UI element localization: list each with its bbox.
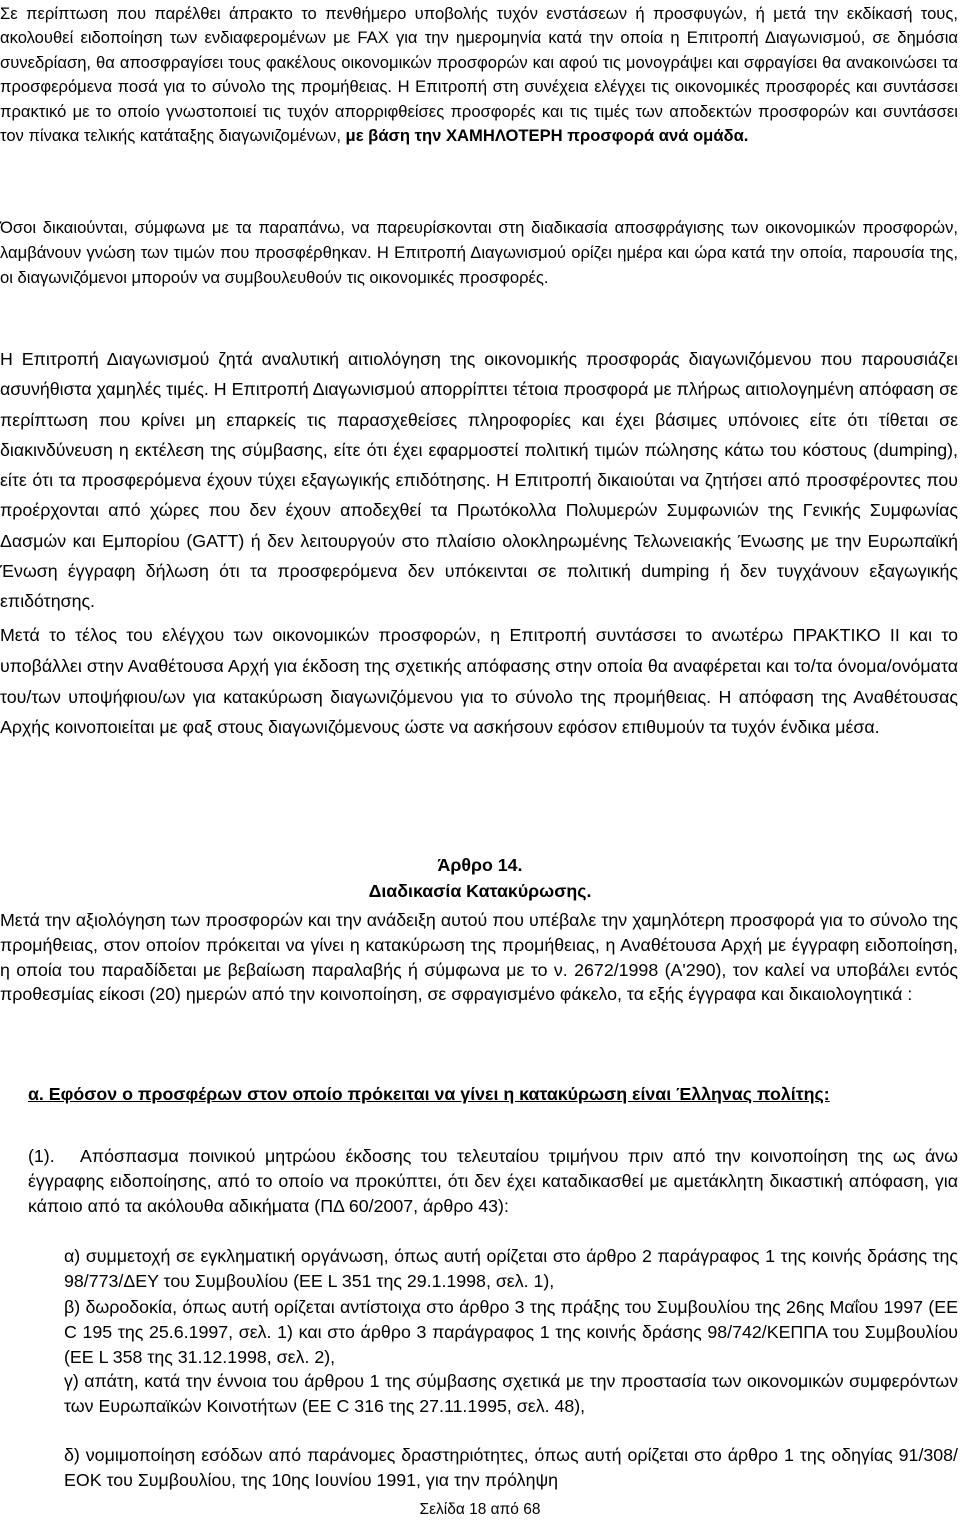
list-item-number: (1). bbox=[28, 1146, 55, 1166]
bold-emphasis: με βάση την ΧΑΜΗΛΟΤΕΡΗ προσφορά ανά ομάδα. bbox=[345, 126, 749, 146]
list-item-text: Απόσπασμα ποινικού μητρώου έκδοσης του τελευταίου τριμήνου πριν από την κοινοποίηση της ως άνω έγγραφης ειδοποίησης, από το οποίο να προκύπτει, ότι δεν έχει καταδικασθεί με αμετάκλητη δικαστική απόφαση, για κάποιο από τα ακόλουθα αδικήματα (ΠΔ 60/2007, άρθρο 43): bbox=[28, 1146, 958, 1216]
paragraph-opening-offers bbox=[0, 2, 958, 148]
list-item bbox=[28, 1144, 958, 1218]
sub-item: β) δωροδοκία, όπως αυτή ορίζεται αντίστοιχα στο άρθρο 3 της πράξης του Συμβουλίου της 26ης Μαΐου 1997 (ΕΕ C 195 της 25.6.1997, σελ. 1) και στο άρθρο 3 παράγραφος 1 της κοινής δράσης 98/742/ΚΕΠΠΑ του Συμβουλίου (ΕΕ L 358 της 31.12.1998, σελ. 2), bbox=[64, 1297, 958, 1367]
article-title: Διαδικασία Κατακύρωσης. bbox=[368, 881, 592, 901]
paragraph-award-procedure: Μετά την αξιολόγηση των προσφορών και την ανάδειξη αυτού που υπέβαλε την χαμηλότερη προσφορά για το σύνολο της προμήθειας, στον οποίον πρόκειται να γίνει η κατακύρωση της προμήθειας, η Αναθέτουσα Αρχή με έγγραφη ειδοποίηση, η οποία του παραδίδεται με βεβαίωση παραλαβής ή σύμφωνα με το ν. 2672/1998 (Α'290), τον καλεί να υποβάλει εντός προθεσμίας είκοσι (20) ημερών από την κοινοποίηση, σε σφραγισμένο φάκελο, τα εξής έγγραφα και δικαιολογητικά : bbox=[0, 910, 958, 1005]
section-heading-greek-citizen: α. Εφόσον ο προσφέρων στον οποίο πρόκειται να γίνει η κατακύρωση είναι Έλληνας πολίτης: bbox=[28, 1084, 830, 1104]
sub-item: δ) νομιμοποίηση εσόδων από παράνομες δραστηριότητες, όπως αυτή ορίζεται στο άρθρο 1 της οδηγίας 91/308/ ΕΟΚ του Συμβουλίου, της 10ης Ιουνίου 1991, για την πρόληψη bbox=[64, 1445, 958, 1490]
paragraph-text: Σε περίπτωση που παρέλθει άπρακτο το πενθήμερο υποβολής τυχόν ενστάσεων ή προσφυγών, ή μετά την εκδίκασή τους, ακολουθεί ειδοποίηση των ενδιαφερομένων με FAX για την ημερομηνία κατά την οποία η Επιτροπή Διαγωνισμού, σε δημόσια συνεδρίαση, θα αποσφραγίσει τους φακέλους οικονομικών προσφορών και αφού τις μονογράψει και σφραγίσει θα ανακοινώσει τα προσφερόμενα ποσά για το σύνολο της προμήθειας. Η Επιτροπή στη συνέχεια ελέγχει τις οικονομικές προσφορές και συντάσσει πρακτικό με το οποίο γνωστοποιεί τις τυχόν απορριφθείσες προσφορές και τις τιμές των αποδεκτών προσφορών και συντάσσει τον πίνακα τελικής κατάταξης διαγωνιζομένων, bbox=[0, 4, 958, 146]
paragraph-practical-ii: Μετά το τέλος του ελέγχου των οικονομικών προσφορών, η Επιτροπή συντάσσει το ανωτέρω ΠΡΑΚΤΙΚΟ ΙΙ και το υποβάλλει στην Αναθέτουσα Αρχή για έκδοση της σχετικής απόφασης στην οποία θα αναφέρεται και το/τα όνομα/ονόματα του/των υποψήφιου/ων για κατακύρωση διαγωνιζόμενου για το σύνολο της προμήθειας. Η απόφαση της Αναθέτουσας Αρχής κοινοποιείται με φαξ στους διαγωνιζόμενους ώστε να ασκήσουν εφόσον επιθυμούν τα τυχόν ένδικα μέσα. bbox=[0, 625, 958, 738]
paragraph-attendance: Όσοι δικαιούνται, σύμφωνα με τα παραπάνω, να παρευρίσκονται στη διαδικασία αποσφράγισης των οικονομικών προσφορών, λαμβάνουν γνώση των τιμών που προσφέρθηκαν. Η Επιτροπή Διαγωνισμού ορίζει ημέρα και ώρα κατά την οποία, παρουσία της, οι διαγωνιζόμενοι μπορούν να συμβουλευθούν τις οικονομικές προσφορές. bbox=[0, 218, 958, 287]
sub-item: α) συμμετοχή σε εγκληματική οργάνωση, όπως αυτή ορίζεται στο άρθρο 2 παράγραφος 1 της κοινής δράσης της 98/773/ΔΕΥ του Συμβουλίου (ΕΕ L 351 της 29.1.1998, σελ. 1), bbox=[64, 1246, 958, 1291]
paragraph-low-price-justification: Η Επιτροπή Διαγωνισμού ζητά αναλυτική αιτιολόγηση της οικονομικής προσφοράς διαγωνιζόμενου που παρουσιάζει ασυνήθιστα χαμηλές τιμές. Η Επιτροπή Διαγωνισμού απορρίπτει τέτοια προσφορά με πλήρως αιτιολογημένη απόφαση σε περίπτωση που κρίνει μη επαρκείς τις παρασχεθείσες πληροφορίες και έχει βάσιμες υπόνοιες είτε ότι τίθεται σε διακινδύνευση η εκτέλεση της σύμβασης, είτε ότι έχει εφαρμοστεί πολιτική τιμών πώλησης κάτω του κόστους (dumping), είτε ότι τα προσφερόμενα έχουν τύχει εξαγωγικής επιδότησης. Η Επιτροπή δικαιούται να ζητήσει από προσφέροντες που προέρχονται από χώρες που δεν έχουν αποδεχθεί τα Πρωτόκολλα Πολυμερών Συμφωνιών της Γενικής Συμφωνίας Δασμών και Εμπορίου (GATT) ή δεν λειτουργούν στο πλαίσιο ολοκληρωμένης Τελωνειακής Ένωσης με την Ευρωπαϊκή Ένωση έγγραφη δήλωση ότι τα προσφερόμενα δεν υπόκεινται σε πολιτική dumping ή δεν τυγχάνουν εξαγωγικής επιδότησης. bbox=[0, 349, 958, 612]
sub-item: γ) απάτη, κατά την έννοια του άρθρου 1 της σύμβασης σχετικά με την προστασία των οικονομικών συμφερόντων των Ευρωπαϊκών Κοινοτήτων (ΕΕ C 316 της 27.11.1995, σελ. 48), bbox=[64, 1371, 958, 1416]
article-number: Άρθρο 14. bbox=[437, 855, 523, 875]
page-footer: Σελίδα 18 από 68 bbox=[419, 1501, 541, 1518]
